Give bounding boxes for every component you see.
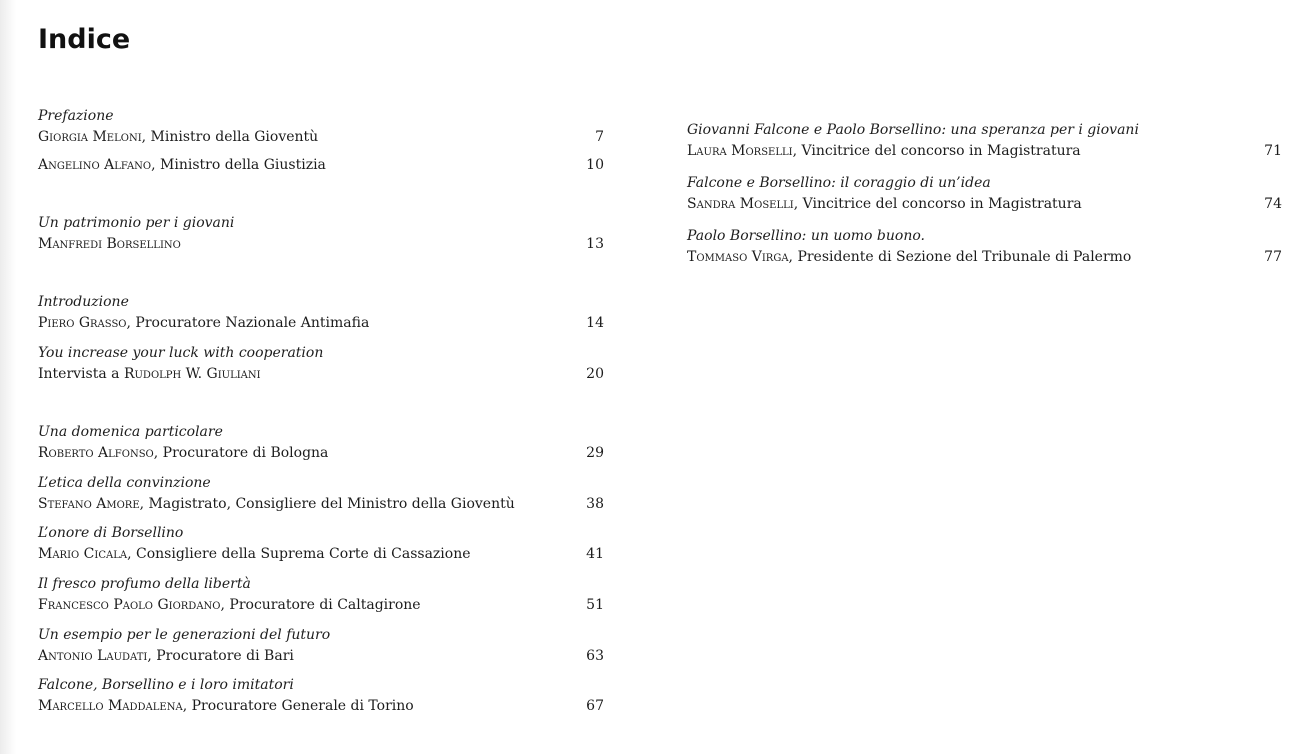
entry-role: , Procuratore di Caltagirone [220, 597, 421, 613]
entry-author: Stefano Amore [38, 496, 140, 512]
entry-role: , Procuratore di Bologna [153, 445, 329, 461]
entry-prefix: Intervista a [38, 366, 124, 382]
entry-author: Antonio Laudati [38, 648, 148, 664]
entry-page-number: 51 [586, 597, 604, 613]
entry-title: Falcone e Borsellino: il coraggio di un’idea [687, 175, 991, 191]
entry-role: , Ministro della Giustizia [151, 157, 326, 173]
toc-entry[interactable] [38, 473, 604, 515]
entry-role: , Presidente di Sezione del Tribunale di Palermo [788, 249, 1132, 265]
entry-title: Un esempio per le generazioni del futuro [38, 627, 331, 643]
toc-entry[interactable] [38, 343, 604, 385]
entry-author: Tommaso Virga [687, 249, 789, 265]
entry-title: Una domenica particolare [38, 424, 223, 440]
entry-title: Il fresco profumo della libertà [38, 576, 251, 592]
entry-title: Introduzione [38, 294, 129, 310]
toc-entry[interactable] [38, 106, 604, 148]
entry-author: Giorgia Meloni [38, 129, 142, 145]
entry-page-number: 77 [1264, 249, 1282, 265]
entry-author: Mario Cicala [38, 546, 128, 562]
entry-page-number: 63 [586, 648, 604, 664]
toc-entry[interactable] [38, 625, 604, 667]
entry-author: Marcello Maddalena [38, 698, 183, 714]
toc-entry[interactable] [38, 292, 604, 334]
toc-entry[interactable] [687, 173, 1282, 215]
entry-author: Manfredi Borsellino [38, 236, 181, 252]
entry-role: , Procuratore Generale di Torino [182, 698, 414, 714]
entry-role: , Vincitrice del concorso in Magistratura [793, 196, 1082, 212]
entry-page-number: 14 [586, 315, 604, 331]
toc-entry[interactable] [38, 574, 604, 616]
entry-role: , Magistrato, Consigliere del Ministro della Gioventù [139, 496, 515, 512]
toc-entry[interactable] [38, 523, 604, 565]
entry-title: Giovanni Falcone e Paolo Borsellino: una speranza per i giovani [687, 122, 1139, 138]
entry-title: L’etica della convinzione [38, 475, 211, 491]
toc-entry[interactable] [687, 120, 1282, 162]
entry-title: Paolo Borsellino: un uomo buono. [687, 228, 925, 244]
entry-page-number: 41 [586, 546, 604, 562]
toc-entry[interactable] [687, 226, 1282, 268]
entry-page-number: 38 [586, 496, 604, 512]
entry-title: L’onore di Borsellino [38, 525, 184, 541]
toc-entry[interactable] [38, 422, 604, 464]
entry-title: Prefazione [38, 108, 114, 124]
entry-page-number: 10 [586, 157, 604, 173]
entry-page-number: 13 [586, 236, 604, 252]
entry-role: , Procuratore Nazionale Antimafia [126, 315, 370, 331]
entry-author: Roberto Alfonso [38, 445, 154, 461]
toc-entry[interactable] [38, 675, 604, 717]
entry-author: Piero Grasso [38, 315, 127, 331]
page-edge-shadow [0, 0, 16, 754]
entry-page-number: 7 [595, 129, 604, 145]
entry-title: Un patrimonio per i giovani [38, 215, 235, 231]
entry-author: Laura Morselli [687, 143, 793, 159]
toc-entry[interactable] [38, 154, 604, 176]
entry-role: , Procuratore di Bari [147, 648, 294, 664]
entry-author: Angelino Alfano [38, 157, 152, 173]
entry-author: Francesco Paolo Giordano [38, 597, 221, 613]
entry-page-number: 67 [586, 698, 604, 714]
entry-page-number: 29 [586, 445, 604, 461]
entry-page-number: 20 [586, 366, 604, 382]
entry-author: Rudolph W. Giuliani [123, 366, 261, 382]
entry-role: , Consigliere della Suprema Corte di Cassazione [127, 546, 471, 562]
toc-entry[interactable] [38, 213, 604, 255]
entry-title: Falcone, Borsellino e i loro imitatori [38, 677, 294, 693]
entry-role: , Ministro della Gioventù [141, 129, 319, 145]
entry-page-number: 71 [1264, 143, 1282, 159]
entry-author: Sandra Moselli [687, 196, 794, 212]
entry-page-number: 74 [1264, 196, 1282, 212]
entry-role: , Vincitrice del concorso in Magistratura [792, 143, 1081, 159]
page-title: Indice [38, 24, 131, 55]
entry-title: You increase your luck with cooperation [38, 345, 324, 361]
